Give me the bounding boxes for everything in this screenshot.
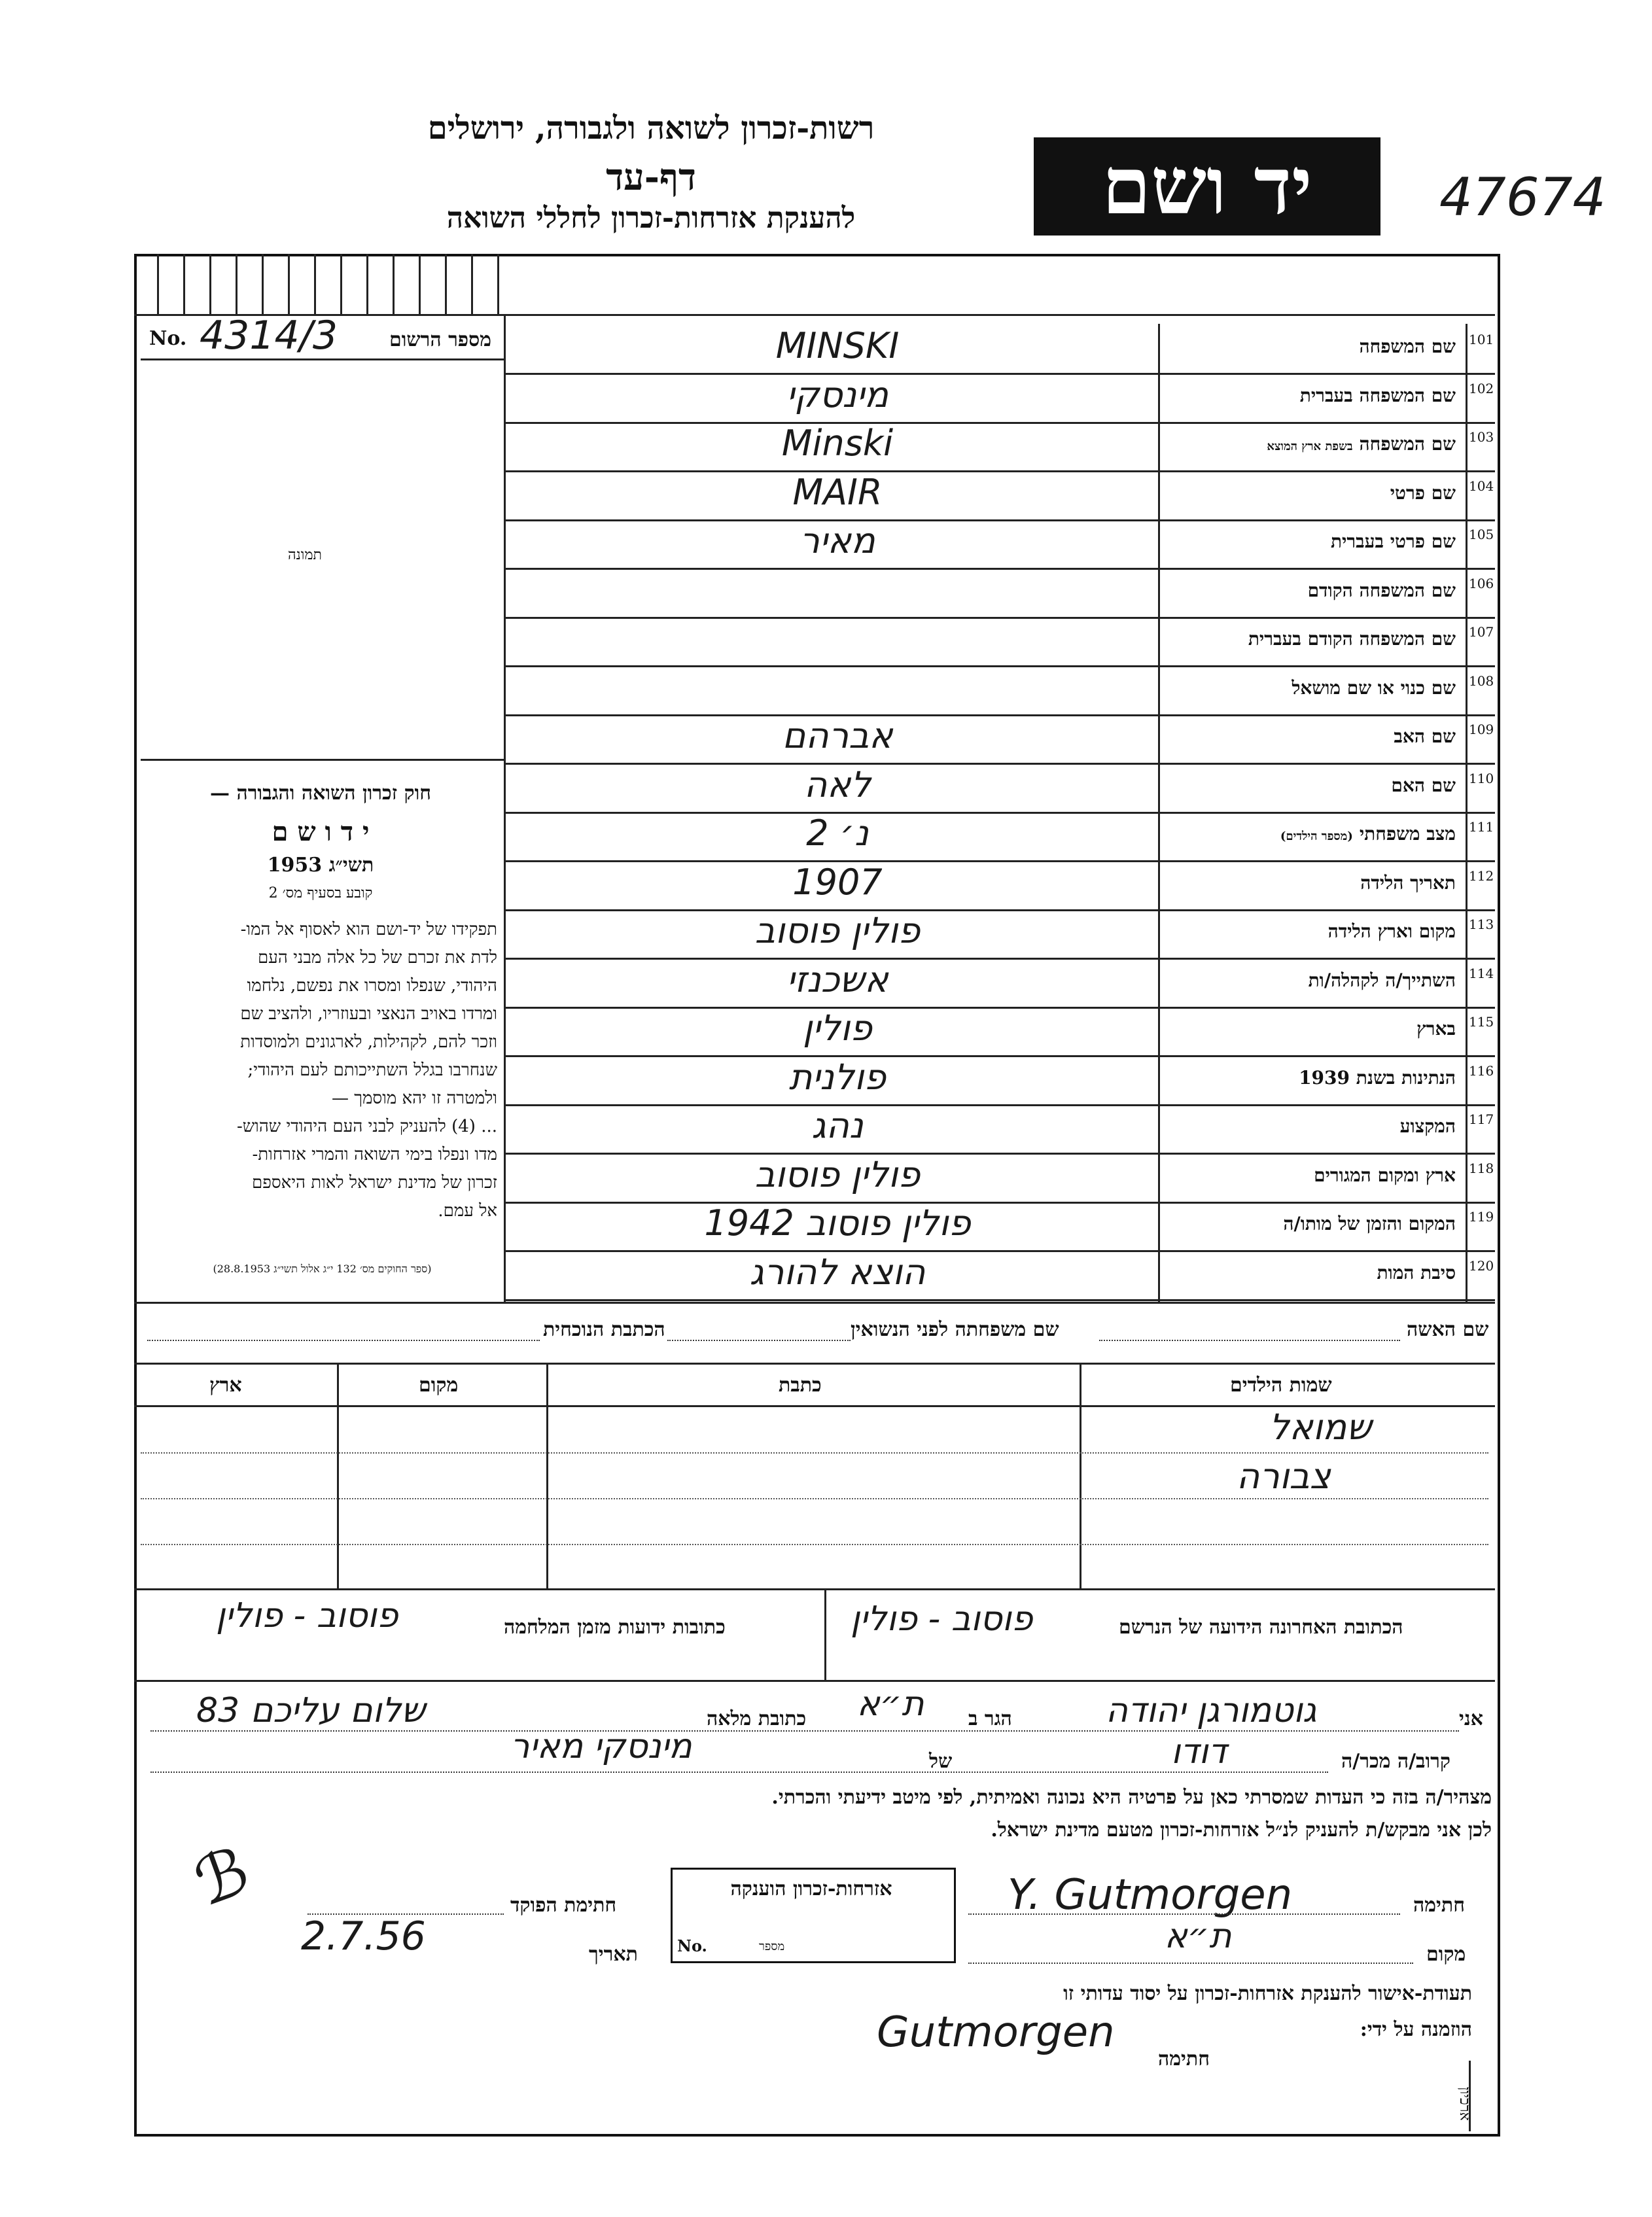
child-name-2: צבורה [1237, 1456, 1331, 1497]
field-label-text: שם האב [1394, 725, 1456, 747]
field-label-text: שם המשפחה בעברית [1299, 385, 1456, 406]
decl-resides: ת״א [857, 1685, 924, 1724]
decl-resides-label: הגר ב [968, 1707, 1012, 1730]
field-value: Minski [781, 423, 894, 464]
field-label-sub: בשפת ארץ המוצא [1267, 440, 1353, 453]
field-label-text: שם המשפחה הקודם [1307, 580, 1456, 601]
field-label-text: השתייך/ה לקהלה/ות [1308, 969, 1456, 991]
field-number: 116 [1469, 1063, 1494, 1079]
field-number: 108 [1469, 673, 1494, 689]
field-number: 103 [1469, 429, 1494, 445]
field-label [1168, 872, 1456, 894]
law-line: אל עמם. [438, 1201, 497, 1221]
decl-line1: מצהיר/ה בזה כי העדות שמסרתי כאן על פרטיה היא נכונה ואמיתית, לפי מיטב ידיעתי והכרתי. [771, 1786, 1492, 1809]
field-label [1168, 1164, 1456, 1187]
field-row [504, 616, 1495, 667]
field-row [504, 714, 1495, 765]
field-label-text: שם המשפחה [1359, 336, 1456, 357]
decl-relative-label: קרוב/ה מכר/ה [1341, 1750, 1450, 1773]
war-address-label: כתובות ידועות מזמן המלחמה [504, 1616, 726, 1639]
place-label: מקום [1426, 1943, 1466, 1966]
field-label-text: שם כנוי או שם מושאל [1292, 677, 1456, 699]
field-row [504, 1055, 1495, 1106]
field-label [1168, 677, 1456, 699]
field-row [504, 1153, 1495, 1204]
field-value: MINSKI [775, 325, 900, 366]
field-label [1168, 1018, 1456, 1040]
field-row [504, 421, 1495, 472]
children-header-place: מקום [419, 1374, 459, 1397]
field-value: פולין פוסוב [754, 910, 921, 951]
field-label [1168, 482, 1456, 504]
handwritten-number: 47674 [1439, 167, 1606, 228]
last-address-label: הכתובת האחרונה הידועה של הנרשם [1119, 1616, 1403, 1639]
field-label-sub: (מספר הילדים) [1280, 829, 1353, 843]
field-number: 106 [1469, 576, 1494, 591]
field-row [504, 909, 1495, 960]
field-row [504, 665, 1495, 716]
decl-of-value: מינסקי מאיר [510, 1727, 692, 1766]
field-label [1168, 385, 1456, 407]
law-line: מדו ונפלו בימי השואה והמרי אזרחות- [252, 1145, 497, 1164]
field-number: 101 [1469, 332, 1494, 347]
place-value: ת״א [1165, 1917, 1232, 1956]
law-line: זכרון של מדינת ישראל לאות היאספם [252, 1173, 497, 1193]
field-label-text: שם המשפחה [1359, 433, 1456, 455]
field-label-text: שם המשפחה הקודם בעברית [1248, 628, 1456, 650]
field-value: נ׳ 2 [806, 812, 869, 854]
field-number: 102 [1469, 381, 1494, 396]
field-value: מינסקי [786, 374, 888, 415]
field-number: 111 [1469, 819, 1494, 835]
field-label [1168, 725, 1456, 748]
field-label-text: שם האם [1391, 775, 1456, 796]
field-label [1168, 823, 1456, 845]
field-number: 105 [1469, 527, 1494, 542]
field-row [504, 1104, 1495, 1155]
decl-line2: לכן אני מבקש/ת להעניק לנ״ל אזרחות-זכרון מטעם מדינת ישראל. [991, 1819, 1492, 1842]
field-label [1168, 775, 1456, 797]
law-name: י ד ו ש ם [272, 816, 370, 847]
field-value: 1907 [792, 862, 883, 903]
wife-maiden-label: שם משפחתה לפני הנשואין [851, 1318, 1059, 1341]
field-label [1168, 969, 1456, 992]
law-line: היהודי, שנפלו ומסרו את נפשם, נלחמו [247, 976, 497, 996]
date-label: תאריך [589, 1943, 638, 1966]
field-row [504, 958, 1495, 1009]
field-value: MAIR [792, 472, 883, 513]
law-body [147, 916, 497, 1225]
field-label-text: המקום והזמן של מותו/ה [1283, 1213, 1456, 1234]
field-number: 115 [1469, 1014, 1494, 1030]
field-label [1168, 580, 1456, 602]
field-value: מאיר [800, 520, 875, 561]
approval-line1: תעודת-אישור להענקת אזרחות-זכרון על יסוד עדותי זו [1063, 1982, 1472, 2005]
field-label-text: הנתינות בשנת 1939 [1299, 1067, 1456, 1089]
field-number: 104 [1469, 478, 1494, 494]
field-value: פולין פוסוב [754, 1154, 921, 1195]
field-number: 107 [1469, 624, 1494, 640]
law-line: שנחרבו בגלל השתייכותם לעם היהודי; [247, 1060, 497, 1080]
decl-name: גוטמורגן יהודה [1106, 1691, 1317, 1730]
header-org: רשות-זכרון לשואה ולגבורה, ירושלים [427, 110, 875, 147]
field-label-text: שם פרטי בעברית [1330, 531, 1456, 552]
field-number: 117 [1469, 1111, 1494, 1127]
registry-label: מספר הרשום [389, 328, 491, 351]
date-value: 2.7.56 [301, 1913, 426, 1959]
signature-value: Y. Gutmorgen [1008, 1871, 1293, 1919]
field-row [504, 1250, 1495, 1301]
registry-value: 4314/3 [200, 313, 338, 358]
certificate-number-label: מספר [759, 1940, 785, 1953]
law-ref: (ספר החוקים מס׳ 132 י״ג אלול תשי״ג 28.8.1953) [213, 1263, 432, 1275]
field-label [1168, 1115, 1456, 1138]
field-label [1168, 433, 1456, 455]
field-label-text: בארץ [1416, 1018, 1456, 1039]
photo-label: תמונה [288, 547, 322, 563]
field-number: 120 [1469, 1258, 1494, 1274]
field-value: לאה [803, 764, 871, 805]
decl-full-address: שלום עליכם 83 [196, 1691, 426, 1730]
field-number: 119 [1469, 1209, 1494, 1225]
field-number: 118 [1469, 1161, 1494, 1176]
children-header-names: שמות הילדים [1230, 1374, 1332, 1397]
law-title: חוק זכרון השואה והגבורה — [210, 782, 431, 805]
law-line: לדת את זכרם של כל אלה מבני העם [257, 948, 497, 968]
field-row [504, 324, 1495, 375]
field-row [504, 1006, 1495, 1057]
law-line: ... (4) להעניק לבני העם היהודי שהוש- [236, 1117, 497, 1136]
field-value: 1942 פולין פוסוב [704, 1202, 971, 1244]
children-header-address: כתבת [779, 1374, 822, 1397]
war-address-value: פוסוב - פולין [216, 1596, 398, 1635]
field-label [1168, 1213, 1456, 1235]
logo: יד ושם [1034, 137, 1380, 236]
field-row [504, 811, 1495, 862]
header-subtitle: להענקת אזרחות-זכרון לחללי השואה [446, 201, 856, 235]
field-value: אשכנזי [786, 959, 888, 1000]
law-year: תשי״ג 1953 [267, 854, 374, 877]
field-label [1168, 531, 1456, 553]
field-label-text: סיבת המות [1377, 1262, 1456, 1283]
field-number: 113 [1469, 916, 1494, 932]
approval-sig-value: Gutmorgen [877, 2008, 1115, 2057]
field-value: הוצא להורג [749, 1251, 926, 1293]
field-row [504, 860, 1495, 911]
children-header-country: ארץ [209, 1374, 242, 1397]
certificate-no: No. [677, 1936, 707, 1955]
field-number: 109 [1469, 722, 1494, 737]
field-label-text: המקצוע [1399, 1115, 1456, 1137]
field-label-text: מצב משפחתי [1359, 823, 1456, 845]
approval-sig-label: חתימה [1158, 2048, 1210, 2070]
field-label-text: מקום וארץ הלידה [1327, 920, 1456, 942]
field-value: אברהם [782, 715, 893, 756]
field-number: 112 [1469, 868, 1494, 884]
field-row [504, 470, 1495, 521]
decl-relative: דודו [1171, 1732, 1227, 1772]
field-number: 110 [1469, 771, 1494, 786]
field-value: פולין [803, 1007, 872, 1049]
field-label-text: תאריך הלידה [1360, 872, 1456, 894]
field-row [504, 519, 1495, 570]
field-row [504, 1201, 1495, 1252]
law-line: ומרדו באויב הנאצי ובעוזריו, ולהציב שם [240, 1004, 497, 1024]
decl-ani: אני [1459, 1707, 1483, 1730]
approval-line2: הוזמנה על ידי: [1360, 2018, 1472, 2041]
field-row [504, 763, 1495, 814]
officer-sig-label: חתימת הפוקד [510, 1894, 617, 1917]
child-name-1: שמואל [1269, 1406, 1372, 1448]
stamp-scribble: ℬ [185, 1832, 260, 1921]
wife-address-label: הכתבת הנוכחית [543, 1318, 665, 1341]
field-label [1168, 336, 1456, 358]
field-value: נהג [811, 1105, 864, 1146]
last-address-value: פוסוב - פולין [851, 1599, 1033, 1639]
field-row [504, 568, 1495, 619]
law-line: תפקידו של יד-ושם הוא לאסוף אל המו- [240, 920, 497, 939]
field-label [1168, 628, 1456, 650]
field-label-text: שם פרטי [1390, 482, 1456, 504]
wife-label: שם האשה [1407, 1318, 1489, 1341]
decl-of-label: של [929, 1750, 953, 1773]
field-label [1168, 1067, 1456, 1089]
certificate-title: אזרחות-זכרון הוענקה [730, 1877, 892, 1900]
law-line: ולמטרה זו יהא מוסמך — [331, 1089, 497, 1108]
decl-full-address-label: כתובת מלאה [707, 1707, 807, 1730]
header-title: דף-עד [606, 156, 696, 199]
law-line: וזכר להם, לקהילות, לארגונים ולמוסדות [240, 1032, 497, 1052]
side-stamp: ארכיון [1456, 2087, 1473, 2121]
field-value: פולנית [788, 1056, 887, 1098]
field-row [504, 373, 1495, 424]
registry-no-label: No. [149, 327, 187, 350]
field-label [1168, 1262, 1456, 1284]
field-label [1168, 920, 1456, 943]
signature-label: חתימה [1413, 1894, 1465, 1917]
field-label-text: ארץ ומקום המגורים [1314, 1164, 1456, 1186]
field-number: 114 [1469, 966, 1494, 981]
law-clause: קובע בסעיף מס׳ 2 [268, 885, 373, 901]
